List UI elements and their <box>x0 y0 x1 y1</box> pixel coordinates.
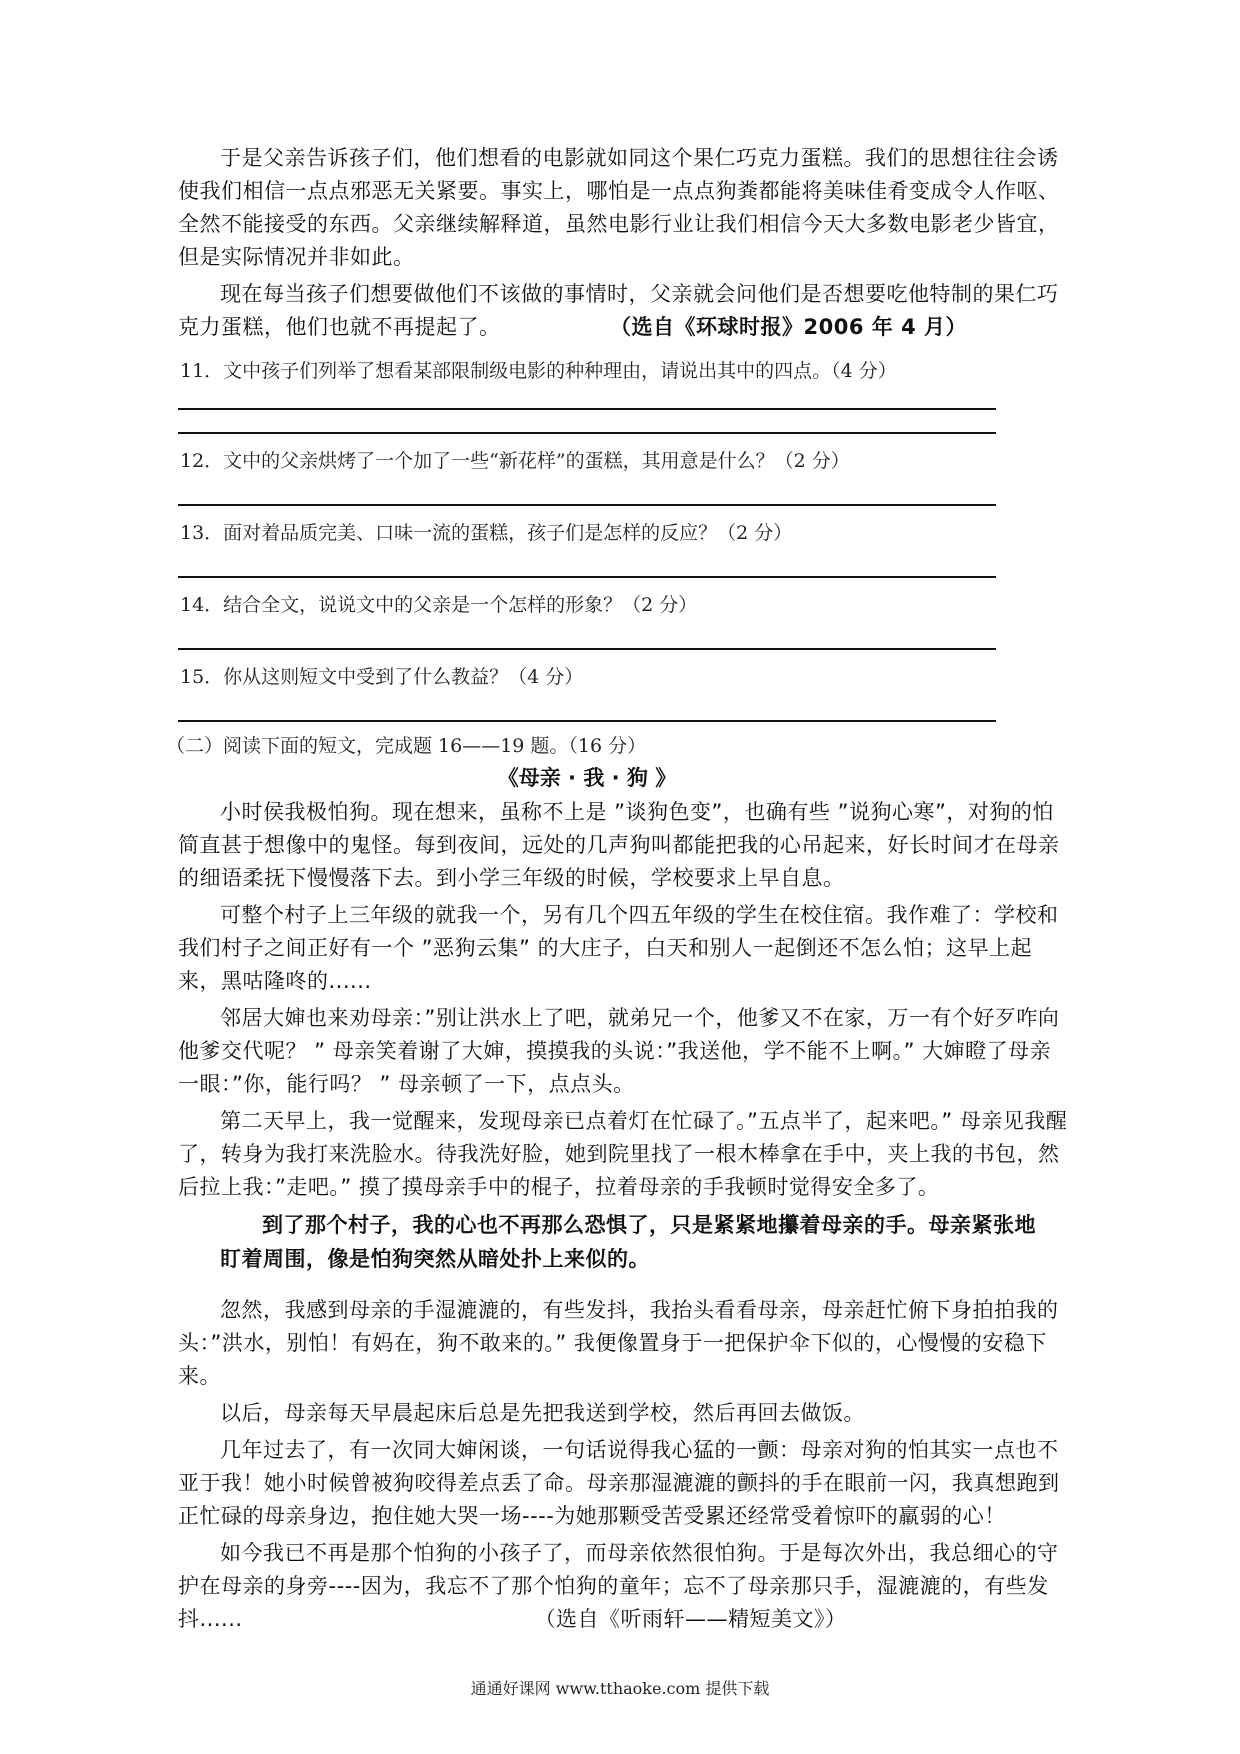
section2-paragraph-7: 几年过去了，有一次同大婶闲谈，一句话说得我心猛的一颤：母亲对狗的怕其实一点也不亚于我！她小时候曾被狗咬得差点丢了命。母亲那湿漉漉的颤抖的手在眼前一闪，我真想跑到正忙碌的母亲身边，抱住她大哭一场----为她那颗受苦受累还经常受着惊吓的羸弱的心！ <box>178 1438 1060 1528</box>
passage1-paragraph-2-text: 现在每当孩子们想要做他们不该做的事情时，父亲就会问他们是否想要吃他特制的果仁巧克力蛋糕，他们也就不再提起了。 <box>178 282 1059 339</box>
section2-paragraph-2: 可整个村子上三年级的就我一个，另有几个四五年级的学生在校住宿。我作难了：学校和我们村子之间正好有一个 ”恶狗云集” 的大庄子，白天和别人一起倒还不怎么怕；这早上起来，黑咕隆咚的...... <box>178 903 1059 993</box>
passage1-paragraph-2 <box>178 278 1072 344</box>
section2-paragraph-3: 邻居大婶也来劝母亲：”别让洪水上了吧，就弟兄一个，他爹又不在家，万一有个好歹咋向他爹交代呢？ ” 母亲笑着谢了大婶，摸摸我的头说：”我送他，学不能不上啊。” 大婶瞪了母亲一眼：”你，能行吗？ ” 母亲顿了一下，点点头。 <box>178 1006 1060 1096</box>
bold-paragraph-line-2: 盯着周围，像是怕狗突然从暗处扑上来似的。 <box>220 1247 650 1271</box>
question-12: 12．文中的父亲烘烤了一个加了一些“新花样”的蛋糕，其用意是什么？（2 分） <box>180 450 850 472</box>
section2-heading: （二）阅读下面的短文，完成题 16——19 题。（16 分） <box>166 735 647 757</box>
bold-paragraph-line-1: 到了那个村子，我的心也不再那么恐惧了，只是紧紧地攥着母亲的手。母亲紧张地 <box>262 1213 1036 1237</box>
spacer <box>178 1284 1072 1294</box>
document-page <box>166 142 1072 1640</box>
passage1-source: （选自《环球时报》2006 年 4 月） <box>620 315 967 339</box>
answer-line-11b[interactable] <box>178 432 996 434</box>
answer-line-14[interactable] <box>178 648 996 650</box>
section2-paragraph-8-text: 如今我已不再是那个怕狗的小孩子了，而母亲依然很怕狗。于是每次外出，我总细心的守护在母亲的身旁----因为，我忘不了那个怕狗的童年；忘不了母亲那只手，湿漉漉的，有些发抖...... <box>178 1541 1059 1631</box>
answer-line-15[interactable] <box>178 720 996 722</box>
question-11: 11．文中孩子们列举了想看某部限制级电影的种种理由，请说出其中的四点。（4 分） <box>180 360 897 382</box>
section2-paragraph-5: 忽然，我感到母亲的手湿漉漉的，有些发抖，我抬头看看母亲，母亲赶忙俯下身拍拍我的头：”洪水，别怕！有妈在，狗不敢来的。” 我便像置身于一把保护伞下似的，心慢慢的安稳下来。 <box>178 1298 1059 1388</box>
passage1-paragraph-1: 于是父亲告诉孩子们，他们想看的电影就如同这个果仁巧克力蛋糕。我们的思想往往会诱使我们相信一点点邪恶无关紧要。事实上，哪怕是一点点狗粪都能将美味佳肴变成令人作呕、全然不能接受的东西。父亲继续解释道，虽然电影行业让我们相信今天大多数电影老少皆宜，但是实际情况并非如此。 <box>178 146 1060 269</box>
answer-line-11a[interactable] <box>178 408 996 410</box>
article-title: 《母亲 · 我 · 狗 》 <box>497 766 677 790</box>
bold-paragraph <box>178 1208 1072 1276</box>
answer-line-12[interactable] <box>178 504 996 506</box>
question-list <box>178 354 1072 722</box>
section2-paragraph-8 <box>178 1537 1072 1636</box>
question-14: 14．结合全文，说说文中的父亲是一个怎样的形象？（2 分） <box>180 594 698 616</box>
answer-line-13[interactable] <box>178 576 996 578</box>
page-footer: 通通好课网 www.tthaoke.com 提供下载 <box>470 1679 770 1698</box>
question-13: 13．面对着品质完美、口味一流的蛋糕，孩子们是怎样的反应？（2 分） <box>180 522 793 544</box>
section2-paragraph-1: 小时侯我极怕狗。现在想来，虽称不上是 ”谈狗色变”，也确有些 ”说狗心寒”，对狗的怕简直甚于想像中的鬼怪。每到夜间，远处的几声狗叫都能把我的心吊起来，好长时间才在母亲的细语柔抚下慢慢落下去。到小学三年级的时候，学校要求上早自息。 <box>178 800 1060 890</box>
section2-paragraph-4: 第二天早上，我一觉醒来，发现母亲已点着灯在忙碌了。”五点半了，起来吧。” 母亲见我醒了，转身为我打来洗脸水。待我洗好脸，她到院里找了一根木棒拿在手中，夹上我的书包，然后拉上我：”走吧。” 摸了摸母亲手中的棍子，拉着母亲的手我顿时觉得安全多了。 <box>178 1109 1068 1199</box>
question-15: 15．你从这则短文中受到了什么教益？（4 分） <box>180 666 584 688</box>
section2-source: （选自《听雨轩——精短美文》） <box>534 1607 847 1631</box>
section2-paragraph-6: 以后，母亲每天早晨起床后总是先把我送到学校，然后再回去做饭。 <box>220 1401 865 1425</box>
